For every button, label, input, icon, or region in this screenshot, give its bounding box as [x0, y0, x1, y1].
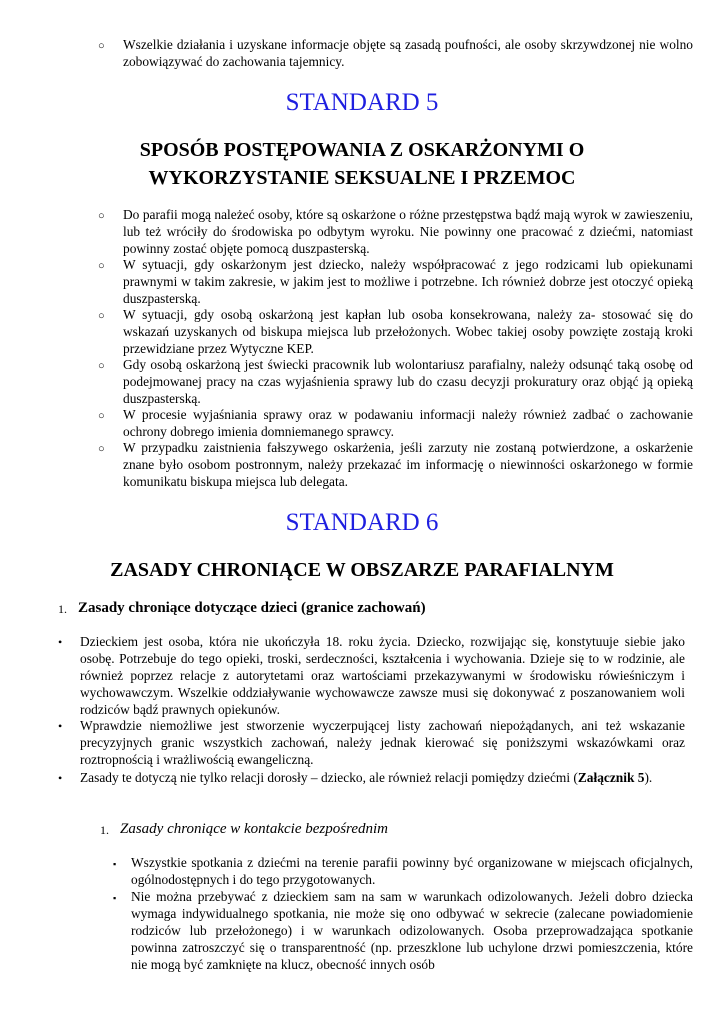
circle-bullet-icon: ○ — [98, 360, 105, 372]
circle-bullet-icon: ○ — [98, 260, 105, 272]
list-item: Gdy osobą oskarżoną jest świecki pracownik lub wolontariusz parafialny, należy odsunąć taką osobę od podejmowanej pracy na czas wyjaśnienia sprawy lub do czasu decyzji prokuratury oraz objąć ją opieką duszpasterską. — [123, 357, 693, 406]
circle-bullet-icon: ○ — [98, 210, 105, 222]
circle-bullet-icon: ○ — [98, 310, 105, 322]
disc-bullet-icon: • — [58, 771, 63, 785]
square-bullet-icon: ▪ — [113, 893, 117, 903]
circle-bullet-icon: ○ — [98, 410, 105, 422]
subsection-number: 1. — [100, 823, 109, 837]
standard-5-title-line2: WYKORZYSTANIE SEKSUALNE I PRZEMOC — [148, 167, 576, 189]
list-item-text-end: ). — [644, 770, 653, 785]
standard-6-title: ZASADY CHRONIĄCE W OBSZARZE PARAFIALNYM — [110, 559, 614, 581]
list-item: Wprawdzie niemożliwe jest stworzenie wyczerpującej listy zachowań niepożądanych, ani też wskazanie precyzyjnych granic wszystkich zachowań, należy jednak kierować się poniższymi wskazówkami oraz roztropnością i wrażliwością ewangeliczną. — [80, 718, 685, 767]
list-item: Nie można przebywać z dzieckiem sam na sam w warunkach odizolowanych. Jeżeli dobro dziecka wymaga indywidualnego spotkania, nie może się ono odbywać w sekrecie (zalecane powiadomienie rodziców lub przełożonego) i w warunkach odizolowanych. Osoba przeprowadzająca spotkanie powinna zatroszczyć się o transparentność (np. przeszklone lub uchylone drzwi pomieszczenia, które nie mogą być zamknięte na klucz, obecność innych osób — [131, 889, 693, 972]
list-item: Dzieckiem jest osoba, która nie ukończyła 18. roku życia. Dziecko, rozwijając się, konstytuuje siebie jako osobę. Potrzebuje do tego opieki, troski, serdeczności, kształcenia i wychowania. Dzieje się to w rodzinie, ale również poprzez relacje z autorytetami oraz wartościami przekazywanymi w środowisku rówieśniczym i wychowawczym. Wszelkie oddziaływanie wychowawcze zawsze musi się dokonywać z poszanowaniem woli rodziców bądź prawnych opiekunów. — [80, 634, 685, 717]
standard-5-title-line1: SPOSÓB POSTĘPOWANIA Z OSKARŻONYMI O — [139, 139, 585, 161]
square-bullet-icon: ▪ — [113, 859, 117, 869]
circle-bullet-icon: ○ — [98, 40, 105, 52]
standard-5-heading: STANDARD 5 — [285, 89, 439, 116]
list-item: Wszelkie działania i uzyskane informacje objęte są zasadą poufności, ale osoby skrzywdzonej nie wolno zobowiązywać do zachowania tajemnicy. — [123, 37, 693, 69]
circle-bullet-icon: ○ — [98, 443, 105, 455]
standard-6-heading: STANDARD 6 — [285, 509, 439, 536]
subsection-1-title: Zasady chroniące w kontakcie bezpośrednim — [120, 821, 389, 837]
list-item: W sytuacji, gdy oskarżonym jest dziecko, należy współpracować z jego rodzicami lub opiekunami prawnymi w takim zakresie, w jakim jest to możliwe i potrzebne. Ich również dobrze jest otoczyć opieką duszpasterską. — [123, 257, 693, 306]
list-item — [80, 769, 685, 786]
disc-bullet-icon: • — [58, 719, 63, 733]
list-item-text: Zasady te dotyczą nie tylko relacji dorosły – dziecko, ale również relacji pomiędzy dziećmi ( — [80, 770, 578, 785]
list-item: Wszystkie spotkania z dziećmi na terenie parafii powinny być organizowane w miejscach oficjalnych, ogólnodostępnych i do tego przygotowanych. — [131, 855, 693, 887]
list-item: W przypadku zaistnienia fałszywego oskarżenia, jeśli zarzuty nie zostaną potwierdzone, a oskarżenie znane było osobom postronnym, należy przekazać im informację o niewinności oskarżonego w formie komunikatu biskupa miejsca lub delegata. — [123, 440, 693, 489]
list-item: Do parafii mogą należeć osoby, które są oskarżone o różne przestępstwa bądź mają wyrok w zawieszeniu, lub też wróciły do środowiska po odbytym wyroku. Nie powinny one pracować z dziećmi, natomiast powinny zostać objęte pomocą duszpasterską. — [123, 207, 693, 256]
list-item: W sytuacji, gdy osobą oskarżoną jest kapłan lub osoba konsekrowana, należy za- stosować się do wskazań uzyskanych od biskupa miejsca lub przełożonych. Wobec takiej osoby powzięte zostają kroki przewidziane przez Wytyczne KEP. — [123, 307, 693, 356]
disc-bullet-icon: • — [58, 635, 63, 649]
list-item: W procesie wyjaśniania sprawy oraz w podawaniu informacji należy również zadbać o zachowanie ochrony dobrego imienia domniemanego sprawcy. — [123, 407, 693, 439]
section-1-title: Zasady chroniące dotyczące dzieci (granice zachowań) — [78, 600, 426, 616]
attachment-reference: Załącznik 5 — [577, 770, 645, 785]
section-number: 1. — [58, 602, 67, 616]
